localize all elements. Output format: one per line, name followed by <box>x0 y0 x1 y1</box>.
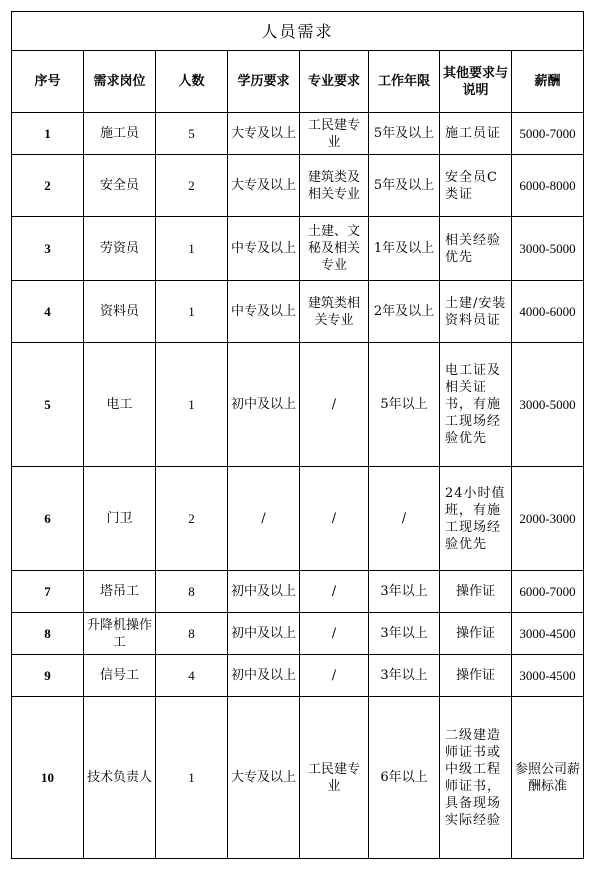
cell-other: 安全员C类证 <box>440 155 512 217</box>
cell-edu: 初中及以上 <box>228 613 300 655</box>
cell-salary: 6000-8000 <box>512 155 584 217</box>
cell-salary: 3000-4500 <box>512 655 584 697</box>
cell-salary: 3000-4500 <box>512 613 584 655</box>
cell-count: 1 <box>156 217 228 281</box>
cell-salary: 参照公司薪酬标准 <box>512 697 584 859</box>
cell-years: 6年以上 <box>369 697 440 859</box>
table-title: 人员需求 <box>12 12 584 51</box>
cell-other: 操作证 <box>440 655 512 697</box>
cell-count: 2 <box>156 467 228 571</box>
cell-major: 土建、文秘及相关专业 <box>300 217 369 281</box>
header-no: 序号 <box>12 51 84 113</box>
table-row <box>12 281 584 343</box>
cell-major: 工民建专业 <box>300 697 369 859</box>
cell-years: 2年及以上 <box>369 281 440 343</box>
cell-salary: 3000-5000 <box>512 343 584 467</box>
cell-years: / <box>369 467 440 571</box>
header-edu: 学历要求 <box>228 51 300 113</box>
requirements-table <box>11 11 584 859</box>
cell-other: 二级建造师证书或中级工程师证书，具备现场实际经验 <box>440 697 512 859</box>
cell-edu: 中专及以上 <box>228 281 300 343</box>
cell-post: 安全员 <box>84 155 156 217</box>
cell-no: 1 <box>12 113 84 155</box>
cell-salary: 3000-5000 <box>512 217 584 281</box>
cell-edu: 大专及以上 <box>228 155 300 217</box>
cell-edu: 大专及以上 <box>228 113 300 155</box>
cell-major: / <box>300 571 369 613</box>
cell-edu: / <box>228 467 300 571</box>
cell-count: 1 <box>156 281 228 343</box>
cell-major: 建筑类相关专业 <box>300 281 369 343</box>
cell-other: 相关经验优先 <box>440 217 512 281</box>
cell-count: 2 <box>156 155 228 217</box>
header-years: 工作年限 <box>369 51 440 113</box>
table-row <box>12 155 584 217</box>
cell-years: 1年及以上 <box>369 217 440 281</box>
table-row <box>12 217 584 281</box>
cell-years: 5年及以上 <box>369 113 440 155</box>
requirements-table-container <box>11 11 584 859</box>
table-row <box>12 343 584 467</box>
header-major: 专业要求 <box>300 51 369 113</box>
cell-count: 1 <box>156 343 228 467</box>
cell-post: 技术负责人 <box>84 697 156 859</box>
cell-edu: 初中及以上 <box>228 343 300 467</box>
cell-no: 4 <box>12 281 84 343</box>
cell-post: 施工员 <box>84 113 156 155</box>
cell-post: 门卫 <box>84 467 156 571</box>
table-row <box>12 697 584 859</box>
cell-no: 5 <box>12 343 84 467</box>
cell-major: / <box>300 467 369 571</box>
table-row <box>12 613 584 655</box>
cell-no: 8 <box>12 613 84 655</box>
cell-years: 3年以上 <box>369 655 440 697</box>
cell-edu: 初中及以上 <box>228 655 300 697</box>
cell-major: / <box>300 655 369 697</box>
cell-post: 电工 <box>84 343 156 467</box>
table-row <box>12 571 584 613</box>
header-post: 需求岗位 <box>84 51 156 113</box>
cell-post: 塔吊工 <box>84 571 156 613</box>
cell-other: 土建/安装资料员证 <box>440 281 512 343</box>
table-row <box>12 467 584 571</box>
cell-no: 3 <box>12 217 84 281</box>
cell-post: 劳资员 <box>84 217 156 281</box>
cell-no: 7 <box>12 571 84 613</box>
cell-edu: 中专及以上 <box>228 217 300 281</box>
cell-no: 9 <box>12 655 84 697</box>
cell-count: 4 <box>156 655 228 697</box>
cell-post: 资料员 <box>84 281 156 343</box>
cell-other: 24小时值班，有施工现场经验优先 <box>440 467 512 571</box>
cell-count: 8 <box>156 613 228 655</box>
table-row <box>12 655 584 697</box>
cell-count: 1 <box>156 697 228 859</box>
cell-no: 6 <box>12 467 84 571</box>
cell-edu: 大专及以上 <box>228 697 300 859</box>
cell-other: 电工证及相关证书，有施工现场经验优先 <box>440 343 512 467</box>
cell-edu: 初中及以上 <box>228 571 300 613</box>
header-row <box>12 51 584 113</box>
table-row <box>12 113 584 155</box>
cell-post: 升降机操作工 <box>84 613 156 655</box>
cell-no: 2 <box>12 155 84 217</box>
cell-years: 5年以上 <box>369 343 440 467</box>
header-count: 人数 <box>156 51 228 113</box>
cell-post: 信号工 <box>84 655 156 697</box>
cell-other: 操作证 <box>440 613 512 655</box>
cell-years: 5年及以上 <box>369 155 440 217</box>
cell-years: 3年以上 <box>369 571 440 613</box>
cell-salary: 4000-6000 <box>512 281 584 343</box>
cell-major: 建筑类及相关专业 <box>300 155 369 217</box>
cell-major: / <box>300 343 369 467</box>
cell-salary: 5000-7000 <box>512 113 584 155</box>
cell-years: 3年以上 <box>369 613 440 655</box>
cell-major: / <box>300 613 369 655</box>
cell-no: 10 <box>12 697 84 859</box>
cell-other: 施工员证 <box>440 113 512 155</box>
cell-other: 操作证 <box>440 571 512 613</box>
cell-salary: 6000-7000 <box>512 571 584 613</box>
cell-major: 工民建专业 <box>300 113 369 155</box>
header-salary: 薪酬 <box>512 51 584 113</box>
header-other: 其他要求与说明 <box>440 51 512 113</box>
cell-count: 8 <box>156 571 228 613</box>
cell-salary: 2000-3000 <box>512 467 584 571</box>
cell-count: 5 <box>156 113 228 155</box>
